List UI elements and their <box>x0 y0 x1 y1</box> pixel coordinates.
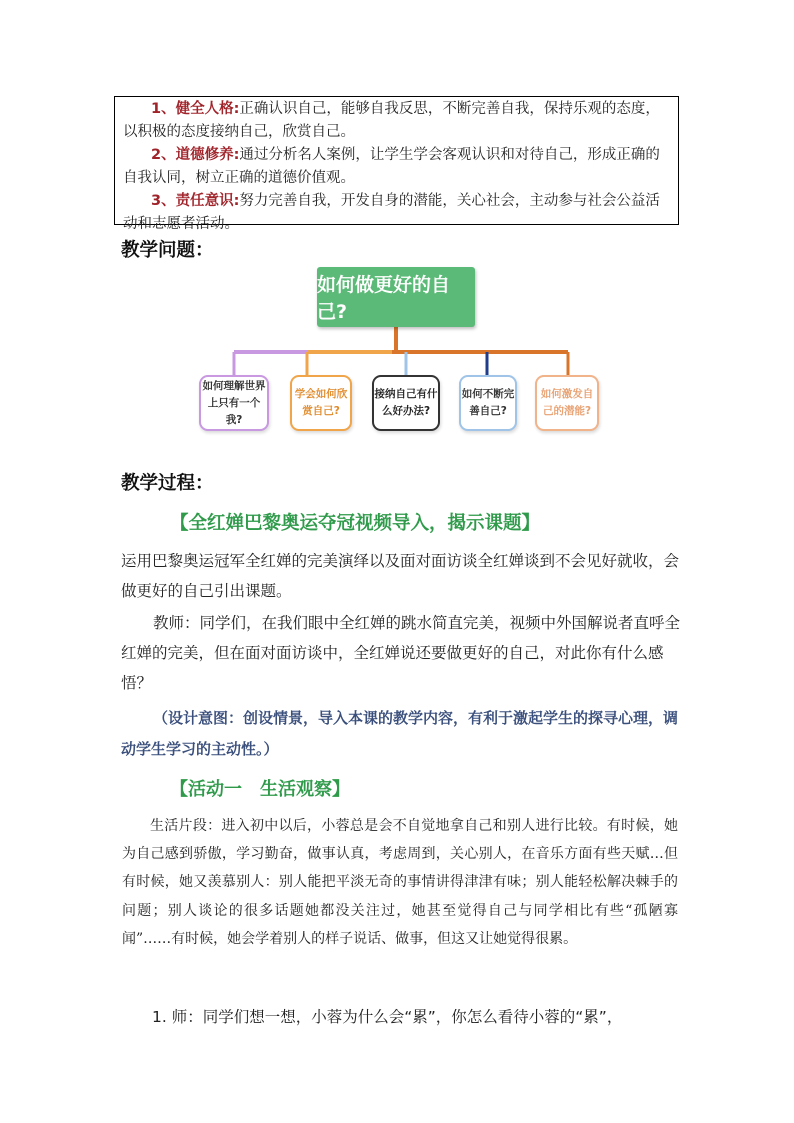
question-mindmap <box>190 264 610 444</box>
design-intent: （设计意图：创设情景，导入本课的教学内容，有利于激起学生的探寻心理，调动学生学习的主动性。） <box>121 709 679 758</box>
teacher-paragraph: 教师：同学们，在我们眼中全红婵的跳水简直完美，视频中外国解说者直呼全红婵的完美，但在面对面访谈中，全红婵说还要做更好的自己，对此你有什么感悟？ <box>121 614 681 692</box>
life-fragment-paragraph: 生活片段：进入初中以后，小蓉总是会不自觉地拿自己和别人进行比较。有时候，她为自己感到骄傲，学习勤奋，做事认真，考虑周到，关心别人，在音乐方面有些天赋…但有时候，她又羡慕别人：别人能把平淡无奇的事情讲得津津有味；别人能轻松解决棘手的问题；别人谈论的很多话题她都没关注过，她甚至觉得自己与同学相比有些“孤陋寡闻”……有时候，她会学着别人的样子说话、做事，但这又让她觉得很累。 <box>122 818 678 947</box>
mindmap-root: 如何做更好的自己? <box>317 267 475 327</box>
mindmap-child-3: 接纳自己有什么好办法? <box>372 375 440 431</box>
question-1: 1. 师：同学们想一想，小蓉为什么会“累”，你怎么看待小蓉的“累”， <box>152 1008 623 1026</box>
teaching-problem-heading: 教学问题： <box>121 240 214 261</box>
objective-2 <box>123 144 672 190</box>
teaching-process-heading: 教学过程： <box>121 473 214 494</box>
video-intro-banner: 【全红婵巴黎奥运夺冠视频导入，揭示课题】 <box>170 513 541 534</box>
objective-label: 2、道德修养: <box>151 147 240 163</box>
objectives-box <box>114 96 679 232</box>
intro-paragraph: 运用巴黎奥运冠军全红婵的完美演绎以及面对面访谈全红婵谈到不会见好就收，会做更好的自己引出课题。 <box>121 552 680 600</box>
objective-label: 1、健全人格: <box>151 101 240 117</box>
activity-one-banner: 【活动一 生活观察】 <box>170 779 350 800</box>
mindmap-child-1: 如何理解世界上只有一个我? <box>199 375 269 431</box>
objective-text: 通过分析名人案例，让学生学会客观认识和对待自己，形成正确的自我认同，树立正确的道德价值观。 <box>123 147 660 186</box>
objective-text: 努力完善自我，开发自身的潜能，关心社会，主动参与社会公益活动和志愿者活动。 <box>123 193 660 232</box>
objective-1 <box>123 98 672 144</box>
objective-label: 3、责任意识: <box>151 193 240 209</box>
objective-3 <box>123 190 672 236</box>
mindmap-child-5: 如何激发自己的潜能? <box>535 375 599 431</box>
mindmap-child-2: 学会如何欣赏自己? <box>290 375 352 431</box>
objective-text: 正确认识自己，能够自我反思，不断完善自我，保持乐观的态度，以积极的态度接纳自己，欣赏自己。 <box>123 101 660 140</box>
mindmap-child-4: 如何不断完善自己? <box>459 375 517 431</box>
